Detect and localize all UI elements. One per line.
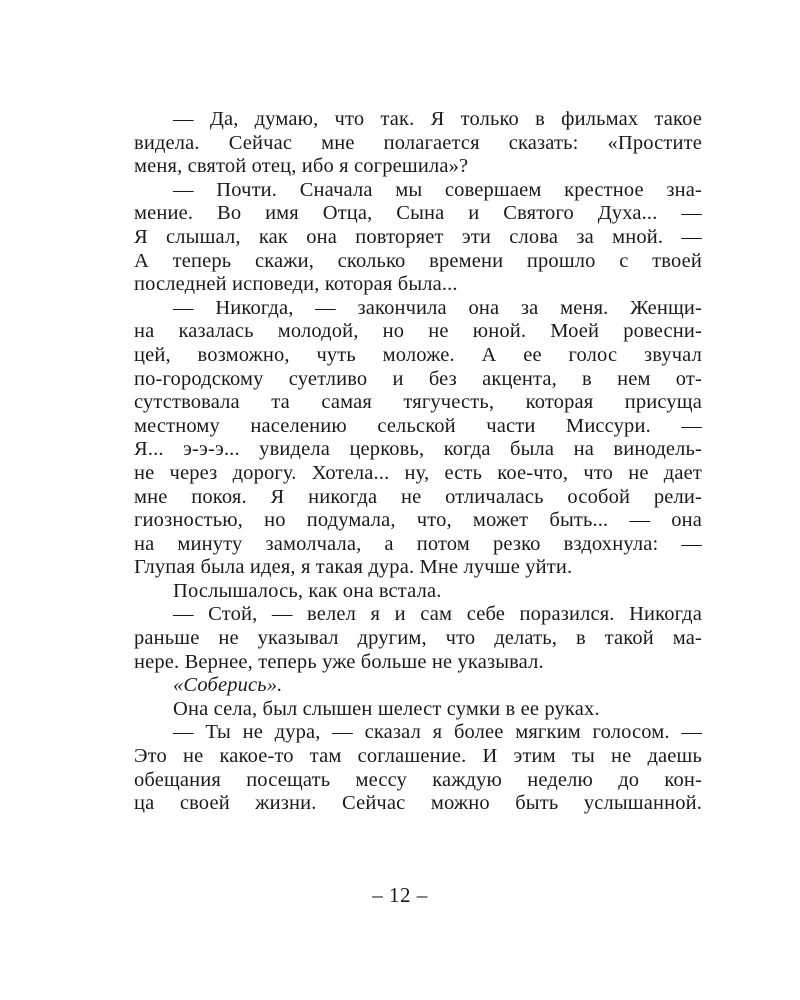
text-line: А теперь скажи, сколько времени прошло с твоей xyxy=(134,249,702,272)
text-line: — Никогда, — закончила она за меня. Женщи- xyxy=(173,296,702,319)
text-line: раньше не указывал другим, что делать, в такой ма- xyxy=(134,627,702,650)
text-line: — Стой, — велел я и сам себе поразился. Никогда xyxy=(173,603,702,626)
text-line: Это не какое-то там соглашение. И этим ты не даешь xyxy=(134,745,702,768)
text-line: не через дорогу. Хотела... ну, есть кое-что, что не дает xyxy=(134,461,702,484)
text-line: ца своей жизни. Сейчас можно быть услышанной. xyxy=(134,792,702,815)
text-line: «Соберись». xyxy=(173,674,283,697)
text-line: мне покоя. Я никогда не отличалась особой рели- xyxy=(134,485,702,508)
text-line: нере. Вернее, теперь уже больше не указывал. xyxy=(134,650,544,673)
page-text xyxy=(134,108,702,816)
text-line: последней исповеди, которая была... xyxy=(134,273,458,296)
page-number: – 12 – xyxy=(372,883,428,907)
text-line: мение. Во имя Отца, Сына и Святого Духа... — xyxy=(134,202,702,225)
text-line: меня, святой отец, ибо я согрешила»? xyxy=(134,155,469,178)
text-line: на минуту замолчала, а потом резко вздохнула: — xyxy=(134,532,702,555)
text-line: на казалась молодой, но не юной. Моей ровесни- xyxy=(134,320,702,343)
text-line: Глупая была идея, я такая дура. Мне лучше уйти. xyxy=(134,556,573,579)
text-line: цей, возможно, чуть моложе. А ее голос звучал xyxy=(134,343,702,366)
text-line: — Ты не дура, — сказал я более мягким голосом. — xyxy=(173,721,702,744)
text-line: — Почти. Сначала мы совершаем крестное зна- xyxy=(173,178,702,201)
text-line: гиозностью, но подумала, что, может быть... — она xyxy=(134,509,702,532)
text-line: Я... э-э-э... увидела церковь, когда была на винодель- xyxy=(134,438,702,461)
text-line: видела. Сейчас мне полагается сказать: «Простите xyxy=(134,131,702,154)
text-line: местному населению сельской части Миссури. — xyxy=(134,414,702,437)
text-line: по-городскому суетливо и без акцента, в нем от- xyxy=(134,367,702,390)
text-line: Послышалось, как она встала. xyxy=(173,579,442,602)
text-line: Она села, был слышен шелест сумки в ее руках. xyxy=(173,697,600,720)
text-line: обещания посещать мессу каждую неделю до кон- xyxy=(134,768,702,791)
text-line: сутствовала та самая тягучесть, которая присуща xyxy=(134,391,702,414)
text-line: — Да, думаю, что так. Я только в фильмах такое xyxy=(173,108,702,130)
text-line: Я слышал, как она повторяет эти слова за мной. — xyxy=(134,225,702,248)
